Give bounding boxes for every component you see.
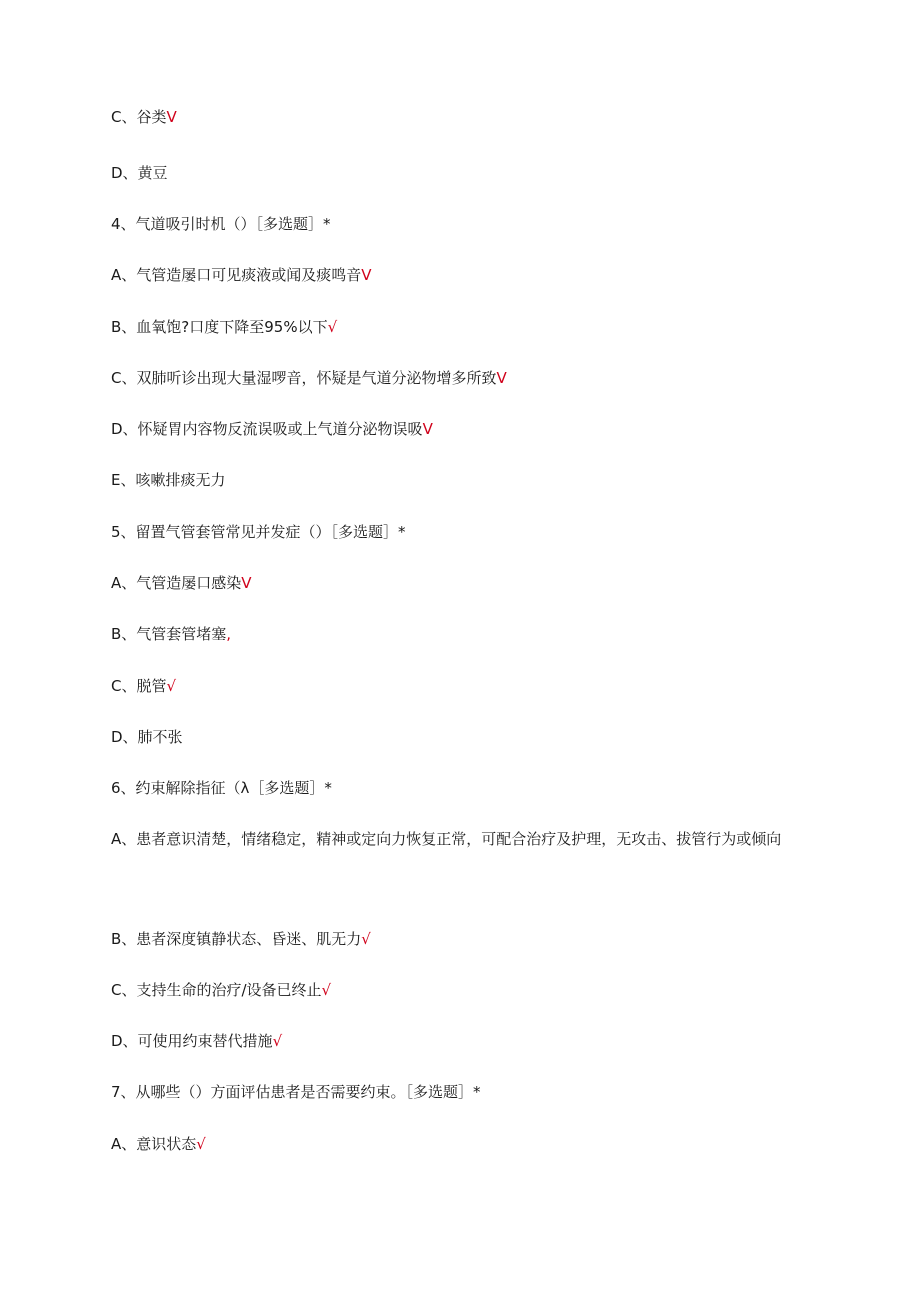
- question-text: 5、留置气管套管常见并发症（）［多选题］*: [111, 523, 406, 541]
- q5-option-d: [111, 727, 183, 747]
- correct-mark-icon: √: [272, 1032, 283, 1050]
- q6-option-c: [111, 980, 331, 1000]
- option-text: B、气管套管堵塞: [111, 625, 227, 643]
- correct-mark-icon: V: [361, 266, 372, 284]
- correct-mark-icon: √: [166, 677, 177, 695]
- correct-mark-icon: √: [327, 318, 338, 336]
- question-6-title: [111, 778, 332, 798]
- question-text: 7、从哪些（）方面评估患者是否需要约束。［多选题］*: [111, 1083, 481, 1101]
- option-text: A、患者意识清楚，情绪稳定，精神或定向力恢复正常，可配合治疗及护理，无攻击、拔管行为或倾向: [111, 830, 782, 848]
- q4-option-b: [111, 317, 337, 337]
- option-text: B、血氧饱?口度下降至95%以下: [111, 318, 328, 336]
- correct-mark-icon: ,: [226, 625, 232, 643]
- correct-mark-icon: V: [422, 420, 433, 438]
- option-text: D、怀疑胃内容物反流误吸或上气道分泌物误吸: [111, 420, 423, 438]
- question-7-title: [111, 1082, 481, 1102]
- option-text: A、气管造屡口可见痰液或闻及痰鸣音: [111, 266, 362, 284]
- option-text: C、谷类: [111, 108, 167, 126]
- q4-option-c: [111, 368, 507, 388]
- correct-mark-icon: √: [321, 981, 332, 999]
- option-text: A、意识状态: [111, 1135, 197, 1153]
- question-4-title: [111, 214, 331, 234]
- question-5-title: [111, 522, 406, 542]
- option-text: E、咳嗽排痰无力: [111, 471, 226, 489]
- option-text: D、黄豆: [111, 164, 168, 182]
- q6-option-a: [111, 829, 781, 849]
- option-text: C、支持生命的治疗/设备已终止: [111, 981, 322, 999]
- correct-mark-icon: V: [166, 108, 177, 126]
- q6-option-b: [111, 929, 371, 949]
- option-text: B、患者深度镇静状态、昏迷、肌无力: [111, 930, 362, 948]
- correct-mark-icon: V: [496, 369, 507, 387]
- q4-option-e: [111, 470, 225, 490]
- option-text: C、脱管: [111, 677, 167, 695]
- correct-mark-icon: √: [196, 1135, 206, 1153]
- q6-option-d: [111, 1031, 282, 1051]
- option-text: D、肺不张: [111, 728, 183, 746]
- correct-mark-icon: √: [361, 930, 371, 948]
- question-text: 6、约束解除指征（λ［多选题］*: [111, 779, 332, 797]
- question-text: 4、气道吸引时机（）［多选题］*: [111, 215, 331, 233]
- option-c-grains: [111, 107, 177, 127]
- correct-mark-icon: V: [241, 574, 252, 592]
- option-text: A、气管造屡口感染: [111, 574, 242, 592]
- q5-option-c: [111, 676, 176, 696]
- q7-option-a: [111, 1134, 206, 1154]
- option-text: D、可使用约束替代措施: [111, 1032, 273, 1050]
- option-text: C、双肺听诊出现大量湿啰音，怀疑是气道分泌物增多所致: [111, 369, 497, 387]
- q5-option-b: [111, 624, 231, 644]
- q4-option-d: [111, 419, 433, 439]
- option-d-soybean: [111, 163, 168, 183]
- q5-option-a: [111, 573, 252, 593]
- q4-option-a: [111, 265, 372, 285]
